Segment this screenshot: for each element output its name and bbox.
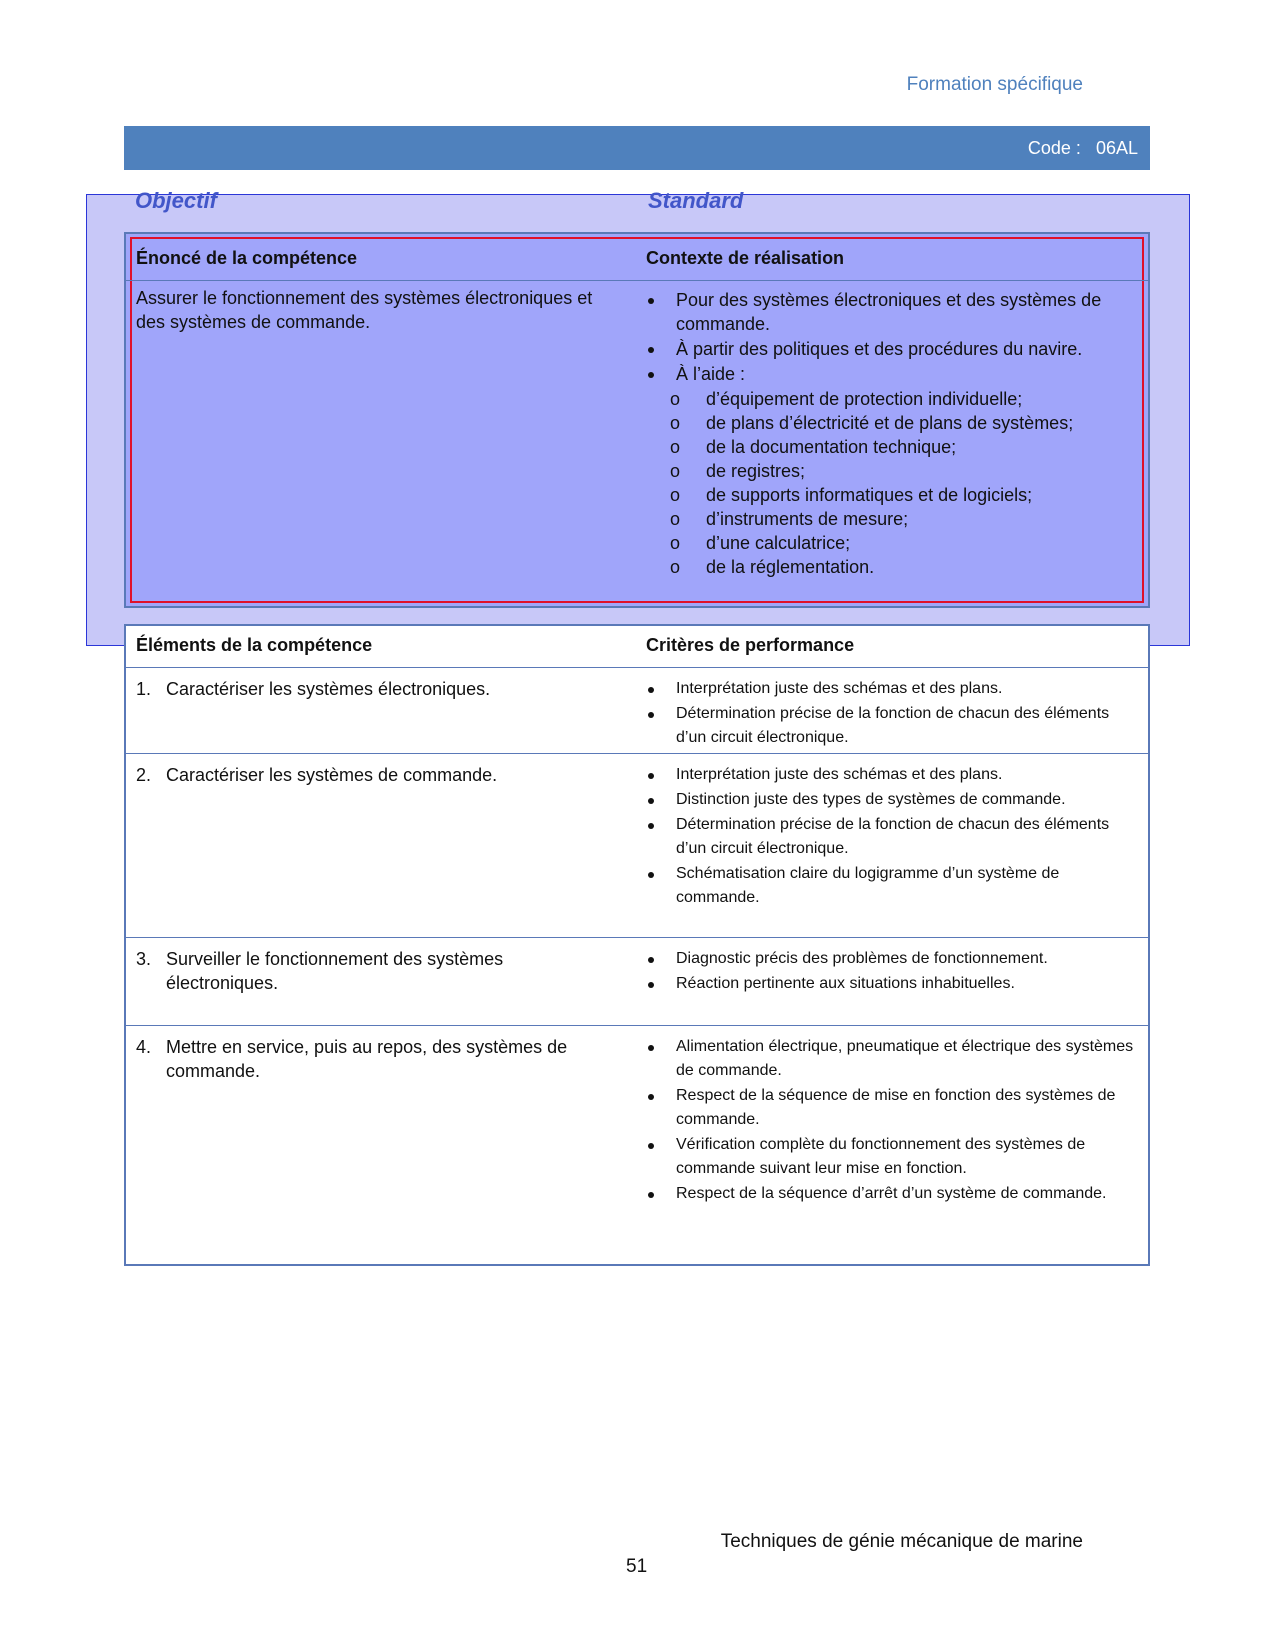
element-cell: 4. Mettre en service, puis au repos, des systèmes de commande. [136, 1037, 568, 1081]
criteria-cell [646, 1035, 1136, 1207]
circle-bullet-icon: o [670, 389, 681, 409]
header-section-label: Formation spécifique [906, 74, 1083, 95]
context-subitem: o de la réglementation. [670, 557, 875, 577]
footer-program-name: Techniques de génie mécanique de marine [720, 1531, 1083, 1552]
context-header: Contexte de réalisation [646, 248, 845, 268]
criterion-item: Respect de la séquence d’arrêt d’un système de commande. [646, 1182, 1136, 1206]
context-subitem: o d’instruments de mesure; [670, 509, 909, 529]
standard-title: Standard [648, 188, 744, 213]
criterion-item: Respect de la séquence de mise en fonction des systèmes de commande. [646, 1084, 1136, 1132]
bullet-icon [648, 798, 654, 804]
statement-header: Énoncé de la compétence [136, 248, 358, 268]
criterion-item: Interprétation juste des schémas et des plans. [646, 763, 1136, 787]
objective-title: Objectif [135, 188, 217, 213]
context-item: À l’aide : [646, 362, 1151, 386]
competence-statement: Assurer le fonctionnement des systèmes électroniques et des systèmes de commande. [136, 288, 593, 332]
table-row [126, 753, 1148, 938]
bullet-icon [648, 687, 654, 693]
context-item: Pour des systèmes électroniques et des systèmes de commande. [646, 288, 1151, 336]
bullet-icon [648, 1045, 654, 1051]
circle-bullet-icon: o [670, 533, 681, 553]
context-subitem: o d’une calculatrice; [670, 533, 851, 553]
context-subitem: o de plans d’électricité et de plans de systèmes; [670, 413, 1074, 433]
context-list [646, 288, 1151, 579]
criterion-item: Alimentation électrique, pneumatique et électrique des systèmes de commande. [646, 1035, 1136, 1083]
bullet-icon [648, 1192, 654, 1198]
criteria-cell [646, 763, 1136, 911]
context-subitem: o de supports informatiques et de logiciels; [670, 485, 1033, 505]
circle-bullet-icon: o [670, 437, 681, 457]
criterion-item: Vérification complète du fonctionnement des systèmes de commande suivant leur mise en fonction. [646, 1133, 1136, 1181]
criterion-item: Détermination précise de la fonction de chacun des éléments d’un circuit électronique. [646, 702, 1136, 750]
element-cell: 2. Caractériser les systèmes de commande. [136, 765, 498, 785]
criteria-cell [646, 677, 1136, 751]
context-item: À partir des politiques et des procédures du navire. [646, 337, 1151, 361]
bullet-icon [648, 1094, 654, 1100]
circle-bullet-icon: o [670, 509, 681, 529]
context-subitem: o de registres; [670, 461, 806, 481]
bullet-icon [648, 298, 654, 304]
bullet-icon [648, 712, 654, 718]
criterion-item: Réaction pertinente aux situations inhabituelles. [646, 972, 1136, 996]
bullet-icon [648, 372, 654, 378]
page-number: 51 [626, 1556, 648, 1577]
criterion-item: Détermination précise de la fonction de chacun des éléments d’un circuit électronique. [646, 813, 1136, 861]
bullet-icon [648, 982, 654, 988]
circle-bullet-icon: o [670, 485, 681, 505]
context-subitem: o d’équipement de protection individuelle; [670, 389, 1023, 409]
bullet-icon [648, 773, 654, 779]
code-label: Code : [1027, 138, 1081, 158]
bullet-icon [648, 1143, 654, 1149]
circle-bullet-icon: o [670, 557, 681, 577]
criteria-cell [646, 947, 1136, 997]
table-row [126, 1025, 1148, 1264]
criterion-item: Schématisation claire du logigramme d’un système de commande. [646, 862, 1136, 910]
bullet-icon [648, 347, 654, 353]
element-cell: 1. Caractériser les systèmes électroniques. [136, 679, 491, 699]
context-subitem: o de la documentation technique; [670, 437, 957, 457]
criteria-header: Critères de performance [646, 635, 855, 655]
competency-code [1028, 138, 1138, 159]
bullet-icon [648, 872, 654, 878]
header-divider [126, 280, 1148, 281]
circle-bullet-icon: o [670, 413, 681, 433]
code-bar [124, 126, 1150, 170]
elements-table [124, 624, 1150, 1266]
criterion-item: Distinction juste des types de systèmes de commande. [646, 788, 1136, 812]
element-cell: 3. Surveiller le fonctionnement des systèmes électroniques. [136, 949, 504, 993]
code-value: 06AL [1095, 138, 1138, 158]
elements-header: Éléments de la compétence [136, 635, 373, 655]
bullet-icon [648, 823, 654, 829]
table-row [126, 937, 1148, 1026]
competence-table [124, 232, 1150, 608]
criterion-item: Interprétation juste des schémas et des plans. [646, 677, 1136, 701]
bullet-icon [648, 957, 654, 963]
criterion-item: Diagnostic précis des problèmes de fonctionnement. [646, 947, 1136, 971]
circle-bullet-icon: o [670, 461, 681, 481]
table-row [126, 667, 1148, 754]
